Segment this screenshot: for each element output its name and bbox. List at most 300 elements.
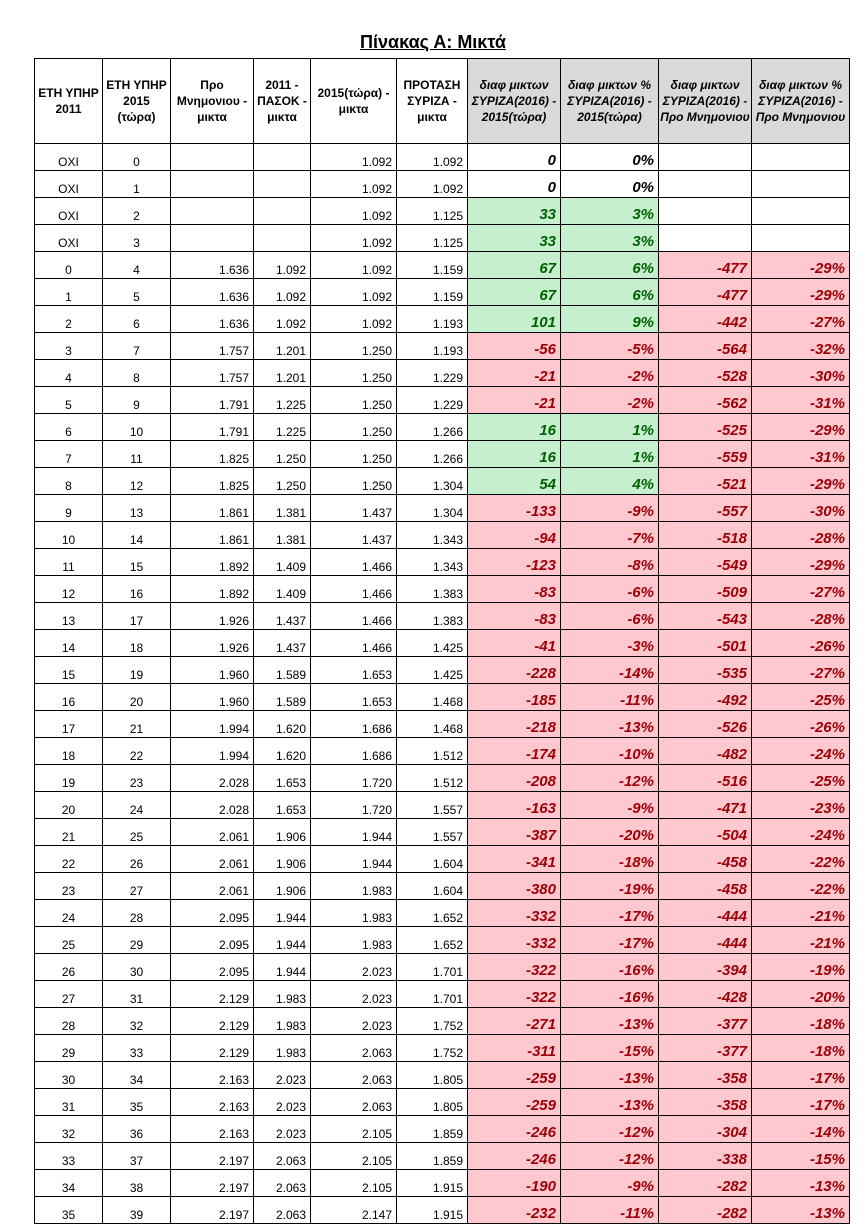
diff-vs-pre-memorandum-cell: -559 bbox=[659, 441, 752, 468]
pre-memorandum-cell bbox=[171, 225, 254, 252]
diff-pct-vs-2015-cell: -3% bbox=[561, 630, 659, 657]
years-2011-cell: 6 bbox=[35, 414, 103, 441]
pre-memorandum-cell: 2.061 bbox=[171, 873, 254, 900]
pasok-2011-cell: 1.409 bbox=[254, 549, 311, 576]
years-2015-cell: 4 bbox=[103, 252, 171, 279]
table-row bbox=[35, 360, 850, 387]
syriza-proposal-cell: 1.512 bbox=[397, 738, 468, 765]
diff-pct-vs-2015-cell: -9% bbox=[561, 792, 659, 819]
years-2011-cell: 16 bbox=[35, 684, 103, 711]
pre-memorandum-cell: 1.791 bbox=[171, 414, 254, 441]
years-2011-cell: 18 bbox=[35, 738, 103, 765]
diff-pct-vs-pre-memorandum-cell: -19% bbox=[752, 954, 850, 981]
syriza-proposal-cell: 1.266 bbox=[397, 414, 468, 441]
syriza-proposal-cell: 1.557 bbox=[397, 819, 468, 846]
diff-vs-pre-memorandum-cell: -525 bbox=[659, 414, 752, 441]
years-2015-cell: 27 bbox=[103, 873, 171, 900]
diff-pct-vs-2015-cell: -13% bbox=[561, 1062, 659, 1089]
diff-vs-2015-cell: -380 bbox=[468, 873, 561, 900]
diff-pct-vs-pre-memorandum-cell: -21% bbox=[752, 927, 850, 954]
table-row bbox=[35, 171, 850, 198]
diff-pct-vs-2015-cell: -7% bbox=[561, 522, 659, 549]
diff-vs-2015-cell: -94 bbox=[468, 522, 561, 549]
now-2015-cell: 1.653 bbox=[311, 657, 397, 684]
years-2011-cell: 9 bbox=[35, 495, 103, 522]
years-2015-cell: 18 bbox=[103, 630, 171, 657]
syriza-proposal-cell: 1.752 bbox=[397, 1035, 468, 1062]
table-row bbox=[35, 441, 850, 468]
diff-pct-vs-2015-cell: -13% bbox=[561, 1008, 659, 1035]
header-years-2015: ΕΤΗ ΥΠΗΡ 2015 (τώρα) bbox=[103, 59, 171, 144]
diff-vs-2015-cell: -259 bbox=[468, 1062, 561, 1089]
pasok-2011-cell: 1.437 bbox=[254, 603, 311, 630]
diff-vs-2015-cell: -341 bbox=[468, 846, 561, 873]
years-2015-cell: 13 bbox=[103, 495, 171, 522]
diff-pct-vs-pre-memorandum-cell: -24% bbox=[752, 738, 850, 765]
pasok-2011-cell: 1.201 bbox=[254, 360, 311, 387]
diff-vs-2015-cell: -41 bbox=[468, 630, 561, 657]
header-diff-pct-vs-2015: διαφ μικτων % ΣΥΡΙΖΑ(2016) - 2015(τώρα) bbox=[561, 59, 659, 144]
diff-pct-vs-pre-memorandum-cell bbox=[752, 198, 850, 225]
diff-vs-pre-memorandum-cell: -549 bbox=[659, 549, 752, 576]
years-2011-cell: 30 bbox=[35, 1062, 103, 1089]
table-row bbox=[35, 1197, 850, 1224]
pasok-2011-cell: 1.983 bbox=[254, 981, 311, 1008]
pasok-2011-cell bbox=[254, 225, 311, 252]
now-2015-cell: 1.250 bbox=[311, 441, 397, 468]
diff-vs-pre-memorandum-cell: -477 bbox=[659, 279, 752, 306]
now-2015-cell: 1.720 bbox=[311, 765, 397, 792]
pre-memorandum-cell: 1.861 bbox=[171, 522, 254, 549]
diff-pct-vs-2015-cell: -13% bbox=[561, 1089, 659, 1116]
pre-memorandum-cell: 1.825 bbox=[171, 468, 254, 495]
header-2015-now: 2015(τώρα) - μικτα bbox=[311, 59, 397, 144]
table-row bbox=[35, 522, 850, 549]
years-2015-cell: 21 bbox=[103, 711, 171, 738]
diff-pct-vs-pre-memorandum-cell: -31% bbox=[752, 441, 850, 468]
years-2015-cell: 0 bbox=[103, 144, 171, 171]
now-2015-cell: 1.437 bbox=[311, 522, 397, 549]
years-2015-cell: 10 bbox=[103, 414, 171, 441]
diff-pct-vs-pre-memorandum-cell: -26% bbox=[752, 711, 850, 738]
table-row bbox=[35, 1035, 850, 1062]
diff-vs-pre-memorandum-cell: -304 bbox=[659, 1116, 752, 1143]
table-row bbox=[35, 819, 850, 846]
diff-pct-vs-pre-memorandum-cell: -30% bbox=[752, 495, 850, 522]
pasok-2011-cell: 1.250 bbox=[254, 468, 311, 495]
pasok-2011-cell: 1.381 bbox=[254, 522, 311, 549]
diff-vs-pre-memorandum-cell: -282 bbox=[659, 1197, 752, 1224]
diff-pct-vs-2015-cell: -2% bbox=[561, 360, 659, 387]
years-2011-cell: 27 bbox=[35, 981, 103, 1008]
syriza-proposal-cell: 1.859 bbox=[397, 1116, 468, 1143]
diff-pct-vs-pre-memorandum-cell: -27% bbox=[752, 576, 850, 603]
diff-vs-2015-cell: 16 bbox=[468, 441, 561, 468]
table-row bbox=[35, 711, 850, 738]
years-2015-cell: 23 bbox=[103, 765, 171, 792]
years-2015-cell: 38 bbox=[103, 1170, 171, 1197]
pre-memorandum-cell bbox=[171, 198, 254, 225]
table-row bbox=[35, 738, 850, 765]
years-2011-cell: 26 bbox=[35, 954, 103, 981]
years-2015-cell: 26 bbox=[103, 846, 171, 873]
syriza-proposal-cell: 1.125 bbox=[397, 225, 468, 252]
years-2015-cell: 14 bbox=[103, 522, 171, 549]
now-2015-cell: 1.092 bbox=[311, 198, 397, 225]
years-2015-cell: 29 bbox=[103, 927, 171, 954]
years-2011-cell: 17 bbox=[35, 711, 103, 738]
years-2015-cell: 34 bbox=[103, 1062, 171, 1089]
syriza-proposal-cell: 1.343 bbox=[397, 522, 468, 549]
table-row bbox=[35, 657, 850, 684]
years-2011-cell: ΟΧΙ bbox=[35, 144, 103, 171]
diff-vs-2015-cell: 16 bbox=[468, 414, 561, 441]
now-2015-cell: 2.063 bbox=[311, 1035, 397, 1062]
years-2015-cell: 8 bbox=[103, 360, 171, 387]
syriza-proposal-cell: 1.193 bbox=[397, 306, 468, 333]
now-2015-cell: 2.063 bbox=[311, 1089, 397, 1116]
years-2011-cell: 24 bbox=[35, 900, 103, 927]
table-row bbox=[35, 603, 850, 630]
now-2015-cell: 1.983 bbox=[311, 873, 397, 900]
diff-pct-vs-2015-cell: -12% bbox=[561, 1143, 659, 1170]
pasok-2011-cell: 1.225 bbox=[254, 387, 311, 414]
diff-pct-vs-pre-memorandum-cell: -20% bbox=[752, 981, 850, 1008]
now-2015-cell: 1.466 bbox=[311, 603, 397, 630]
pasok-2011-cell: 1.092 bbox=[254, 279, 311, 306]
diff-vs-pre-memorandum-cell: -444 bbox=[659, 927, 752, 954]
syriza-proposal-cell: 1.915 bbox=[397, 1197, 468, 1224]
syriza-proposal-cell: 1.304 bbox=[397, 468, 468, 495]
diff-vs-2015-cell: -21 bbox=[468, 360, 561, 387]
diff-vs-pre-memorandum-cell: -518 bbox=[659, 522, 752, 549]
diff-pct-vs-2015-cell: -16% bbox=[561, 954, 659, 981]
pre-memorandum-cell: 1.960 bbox=[171, 657, 254, 684]
diff-pct-vs-2015-cell: -13% bbox=[561, 711, 659, 738]
diff-pct-vs-pre-memorandum-cell: -30% bbox=[752, 360, 850, 387]
now-2015-cell: 1.983 bbox=[311, 900, 397, 927]
table-row bbox=[35, 252, 850, 279]
years-2015-cell: 33 bbox=[103, 1035, 171, 1062]
diff-vs-pre-memorandum-cell: -492 bbox=[659, 684, 752, 711]
diff-vs-pre-memorandum-cell: -526 bbox=[659, 711, 752, 738]
now-2015-cell: 1.250 bbox=[311, 360, 397, 387]
diff-vs-pre-memorandum-cell: -428 bbox=[659, 981, 752, 1008]
years-2011-cell: 4 bbox=[35, 360, 103, 387]
now-2015-cell: 2.063 bbox=[311, 1062, 397, 1089]
years-2015-cell: 19 bbox=[103, 657, 171, 684]
years-2011-cell: 21 bbox=[35, 819, 103, 846]
page-title: Πίνακας Α: Μικτά bbox=[360, 32, 506, 52]
pasok-2011-cell: 2.063 bbox=[254, 1170, 311, 1197]
pasok-2011-cell: 1.983 bbox=[254, 1035, 311, 1062]
pre-memorandum-cell: 1.994 bbox=[171, 711, 254, 738]
pasok-2011-cell: 1.944 bbox=[254, 954, 311, 981]
pasok-2011-cell: 1.653 bbox=[254, 765, 311, 792]
diff-vs-pre-memorandum-cell: -442 bbox=[659, 306, 752, 333]
diff-pct-vs-pre-memorandum-cell: -15% bbox=[752, 1143, 850, 1170]
pre-memorandum-cell: 2.129 bbox=[171, 981, 254, 1008]
pre-memorandum-cell: 2.129 bbox=[171, 1008, 254, 1035]
diff-pct-vs-pre-memorandum-cell: -22% bbox=[752, 846, 850, 873]
pre-memorandum-cell bbox=[171, 171, 254, 198]
syriza-proposal-cell: 1.701 bbox=[397, 954, 468, 981]
diff-pct-vs-pre-memorandum-cell: -29% bbox=[752, 549, 850, 576]
years-2015-cell: 22 bbox=[103, 738, 171, 765]
syriza-proposal-cell: 1.425 bbox=[397, 657, 468, 684]
diff-vs-2015-cell: -133 bbox=[468, 495, 561, 522]
diff-pct-vs-2015-cell: 6% bbox=[561, 279, 659, 306]
header-years-2011: ΕΤΗ ΥΠΗΡ 2011 bbox=[35, 59, 103, 144]
years-2015-cell: 30 bbox=[103, 954, 171, 981]
diff-vs-pre-memorandum-cell: -557 bbox=[659, 495, 752, 522]
pasok-2011-cell bbox=[254, 144, 311, 171]
diff-pct-vs-pre-memorandum-cell: -14% bbox=[752, 1116, 850, 1143]
now-2015-cell: 1.092 bbox=[311, 171, 397, 198]
years-2015-cell: 6 bbox=[103, 306, 171, 333]
years-2015-cell: 32 bbox=[103, 1008, 171, 1035]
years-2015-cell: 20 bbox=[103, 684, 171, 711]
now-2015-cell: 1.092 bbox=[311, 306, 397, 333]
diff-vs-pre-memorandum-cell: -458 bbox=[659, 873, 752, 900]
table-row bbox=[35, 900, 850, 927]
diff-vs-pre-memorandum-cell: -509 bbox=[659, 576, 752, 603]
table-row bbox=[35, 1170, 850, 1197]
syriza-proposal-cell: 1.652 bbox=[397, 927, 468, 954]
pasok-2011-cell: 1.983 bbox=[254, 1008, 311, 1035]
now-2015-cell: 1.466 bbox=[311, 549, 397, 576]
syriza-proposal-cell: 1.193 bbox=[397, 333, 468, 360]
years-2011-cell: 15 bbox=[35, 657, 103, 684]
diff-vs-2015-cell: -218 bbox=[468, 711, 561, 738]
years-2011-cell: ΟΧΙ bbox=[35, 225, 103, 252]
diff-pct-vs-2015-cell: -5% bbox=[561, 333, 659, 360]
now-2015-cell: 1.466 bbox=[311, 576, 397, 603]
pre-memorandum-cell: 2.197 bbox=[171, 1170, 254, 1197]
years-2015-cell: 24 bbox=[103, 792, 171, 819]
pre-memorandum-cell: 1.960 bbox=[171, 684, 254, 711]
now-2015-cell: 1.092 bbox=[311, 279, 397, 306]
syriza-proposal-cell: 1.468 bbox=[397, 711, 468, 738]
table-row bbox=[35, 765, 850, 792]
syriza-proposal-cell: 1.092 bbox=[397, 144, 468, 171]
pre-memorandum-cell: 2.095 bbox=[171, 927, 254, 954]
header-2011-pasok: 2011 - ΠΑΣΟΚ - μικτα bbox=[254, 59, 311, 144]
diff-vs-pre-memorandum-cell: -394 bbox=[659, 954, 752, 981]
years-2011-cell: 22 bbox=[35, 846, 103, 873]
now-2015-cell: 1.250 bbox=[311, 414, 397, 441]
years-2011-cell: ΟΧΙ bbox=[35, 171, 103, 198]
diff-vs-2015-cell: 0 bbox=[468, 171, 561, 198]
table-row bbox=[35, 576, 850, 603]
diff-vs-2015-cell: -311 bbox=[468, 1035, 561, 1062]
now-2015-cell: 1.653 bbox=[311, 684, 397, 711]
syriza-proposal-cell: 1.859 bbox=[397, 1143, 468, 1170]
years-2011-cell: 3 bbox=[35, 333, 103, 360]
diff-pct-vs-2015-cell: -6% bbox=[561, 603, 659, 630]
diff-vs-2015-cell: 67 bbox=[468, 279, 561, 306]
years-2015-cell: 36 bbox=[103, 1116, 171, 1143]
pre-memorandum-cell: 2.163 bbox=[171, 1116, 254, 1143]
pre-memorandum-cell: 1.825 bbox=[171, 441, 254, 468]
now-2015-cell: 1.686 bbox=[311, 738, 397, 765]
pasok-2011-cell: 1.250 bbox=[254, 441, 311, 468]
table-row bbox=[35, 1116, 850, 1143]
diff-pct-vs-pre-memorandum-cell: -29% bbox=[752, 414, 850, 441]
years-2011-cell: 23 bbox=[35, 873, 103, 900]
years-2015-cell: 3 bbox=[103, 225, 171, 252]
pre-memorandum-cell: 2.197 bbox=[171, 1143, 254, 1170]
diff-vs-2015-cell: 67 bbox=[468, 252, 561, 279]
table-row bbox=[35, 981, 850, 1008]
syriza-proposal-cell: 1.805 bbox=[397, 1089, 468, 1116]
syriza-proposal-cell: 1.383 bbox=[397, 576, 468, 603]
table-row bbox=[35, 495, 850, 522]
syriza-proposal-cell: 1.383 bbox=[397, 603, 468, 630]
diff-vs-2015-cell: -332 bbox=[468, 927, 561, 954]
years-2011-cell: 25 bbox=[35, 927, 103, 954]
diff-pct-vs-2015-cell: -11% bbox=[561, 684, 659, 711]
diff-pct-vs-2015-cell: 1% bbox=[561, 414, 659, 441]
diff-vs-pre-memorandum-cell: -543 bbox=[659, 603, 752, 630]
years-2015-cell: 5 bbox=[103, 279, 171, 306]
diff-pct-vs-2015-cell: 4% bbox=[561, 468, 659, 495]
syriza-proposal-cell: 1.604 bbox=[397, 873, 468, 900]
syriza-proposal-cell: 1.752 bbox=[397, 1008, 468, 1035]
diff-vs-pre-memorandum-cell bbox=[659, 144, 752, 171]
years-2015-cell: 15 bbox=[103, 549, 171, 576]
diff-vs-2015-cell: -322 bbox=[468, 981, 561, 1008]
table-row bbox=[35, 1008, 850, 1035]
now-2015-cell: 1.250 bbox=[311, 387, 397, 414]
diff-pct-vs-pre-memorandum-cell: -18% bbox=[752, 1035, 850, 1062]
diff-pct-vs-pre-memorandum-cell: -26% bbox=[752, 630, 850, 657]
syriza-proposal-cell: 1.343 bbox=[397, 549, 468, 576]
syriza-proposal-cell: 1.425 bbox=[397, 630, 468, 657]
years-2011-cell: 1 bbox=[35, 279, 103, 306]
diff-pct-vs-2015-cell: -9% bbox=[561, 495, 659, 522]
pre-memorandum-cell: 1.636 bbox=[171, 252, 254, 279]
diff-vs-2015-cell: 54 bbox=[468, 468, 561, 495]
syriza-proposal-cell: 1.512 bbox=[397, 765, 468, 792]
now-2015-cell: 2.023 bbox=[311, 954, 397, 981]
pasok-2011-cell: 1.409 bbox=[254, 576, 311, 603]
diff-pct-vs-2015-cell: -6% bbox=[561, 576, 659, 603]
diff-pct-vs-2015-cell: 9% bbox=[561, 306, 659, 333]
diff-vs-pre-memorandum-cell: -377 bbox=[659, 1035, 752, 1062]
diff-pct-vs-pre-memorandum-cell: -13% bbox=[752, 1197, 850, 1224]
table-row bbox=[35, 1089, 850, 1116]
diff-vs-pre-memorandum-cell: -501 bbox=[659, 630, 752, 657]
diff-vs-2015-cell: 0 bbox=[468, 144, 561, 171]
table-row bbox=[35, 414, 850, 441]
diff-pct-vs-pre-memorandum-cell: -22% bbox=[752, 873, 850, 900]
table-row bbox=[35, 954, 850, 981]
pre-memorandum-cell: 2.061 bbox=[171, 819, 254, 846]
diff-pct-vs-2015-cell: -19% bbox=[561, 873, 659, 900]
diff-vs-2015-cell: -174 bbox=[468, 738, 561, 765]
header-syriza-proposal: ΠΡΟΤΑΣΗ ΣΥΡΙΖΑ - μικτα bbox=[397, 59, 468, 144]
pre-memorandum-cell: 2.028 bbox=[171, 792, 254, 819]
header-diff-vs-2015: διαφ μικτων ΣΥΡΙΖΑ(2016) - 2015(τώρα) bbox=[468, 59, 561, 144]
diff-vs-2015-cell: -208 bbox=[468, 765, 561, 792]
years-2015-cell: 37 bbox=[103, 1143, 171, 1170]
now-2015-cell: 1.250 bbox=[311, 468, 397, 495]
syriza-proposal-cell: 1.557 bbox=[397, 792, 468, 819]
diff-vs-2015-cell: -190 bbox=[468, 1170, 561, 1197]
years-2011-cell: 29 bbox=[35, 1035, 103, 1062]
table-row bbox=[35, 927, 850, 954]
diff-vs-pre-memorandum-cell: -471 bbox=[659, 792, 752, 819]
header-diff-vs-pre-memorandum: διαφ μικτων ΣΥΡΙΖΑ(2016) - Προ Μνημονιου bbox=[659, 59, 752, 144]
pre-memorandum-cell: 1.892 bbox=[171, 576, 254, 603]
diff-vs-2015-cell: -83 bbox=[468, 603, 561, 630]
years-2011-cell: 7 bbox=[35, 441, 103, 468]
pasok-2011-cell: 1.944 bbox=[254, 927, 311, 954]
pasok-2011-cell: 1.201 bbox=[254, 333, 311, 360]
diff-vs-2015-cell: -83 bbox=[468, 576, 561, 603]
diff-pct-vs-2015-cell: 0% bbox=[561, 171, 659, 198]
table-body bbox=[35, 144, 850, 1224]
now-2015-cell: 1.686 bbox=[311, 711, 397, 738]
pre-memorandum-cell: 1.757 bbox=[171, 360, 254, 387]
diff-pct-vs-pre-memorandum-cell: -25% bbox=[752, 684, 850, 711]
diff-pct-vs-pre-memorandum-cell bbox=[752, 225, 850, 252]
years-2011-cell: 14 bbox=[35, 630, 103, 657]
syriza-proposal-cell: 1.125 bbox=[397, 198, 468, 225]
table-row bbox=[35, 387, 850, 414]
now-2015-cell: 2.105 bbox=[311, 1116, 397, 1143]
header-pre-memorandum: Προ Μνημονιου - μικτα bbox=[171, 59, 254, 144]
diff-pct-vs-2015-cell: -11% bbox=[561, 1197, 659, 1224]
years-2011-cell: 31 bbox=[35, 1089, 103, 1116]
header-diff-pct-vs-pre-memorandum: διαφ μικτων % ΣΥΡΙΖΑ(2016) - Προ Μνημονιου bbox=[752, 59, 850, 144]
table-row bbox=[35, 279, 850, 306]
pasok-2011-cell: 1.589 bbox=[254, 684, 311, 711]
diff-pct-vs-2015-cell: -18% bbox=[561, 846, 659, 873]
pre-memorandum-cell: 1.757 bbox=[171, 333, 254, 360]
table-row bbox=[35, 846, 850, 873]
diff-vs-pre-memorandum-cell: -338 bbox=[659, 1143, 752, 1170]
diff-vs-pre-memorandum-cell: -528 bbox=[659, 360, 752, 387]
table-row bbox=[35, 684, 850, 711]
syriza-proposal-cell: 1.159 bbox=[397, 252, 468, 279]
diff-vs-2015-cell: -246 bbox=[468, 1143, 561, 1170]
diff-vs-2015-cell: 101 bbox=[468, 306, 561, 333]
diff-vs-pre-memorandum-cell bbox=[659, 171, 752, 198]
pasok-2011-cell: 1.906 bbox=[254, 819, 311, 846]
years-2011-cell: 34 bbox=[35, 1170, 103, 1197]
pre-memorandum-cell: 1.892 bbox=[171, 549, 254, 576]
now-2015-cell: 1.466 bbox=[311, 630, 397, 657]
diff-pct-vs-pre-memorandum-cell: -27% bbox=[752, 306, 850, 333]
pasok-2011-cell: 2.063 bbox=[254, 1143, 311, 1170]
now-2015-cell: 1.092 bbox=[311, 252, 397, 279]
diff-vs-2015-cell: 33 bbox=[468, 225, 561, 252]
table-row bbox=[35, 333, 850, 360]
pre-memorandum-cell: 1.636 bbox=[171, 306, 254, 333]
years-2011-cell: 8 bbox=[35, 468, 103, 495]
pre-memorandum-cell bbox=[171, 144, 254, 171]
years-2011-cell: 33 bbox=[35, 1143, 103, 1170]
diff-vs-2015-cell: -123 bbox=[468, 549, 561, 576]
diff-vs-2015-cell: -185 bbox=[468, 684, 561, 711]
diff-pct-vs-pre-memorandum-cell: -31% bbox=[752, 387, 850, 414]
pre-memorandum-cell: 1.926 bbox=[171, 630, 254, 657]
diff-pct-vs-pre-memorandum-cell: -17% bbox=[752, 1062, 850, 1089]
syriza-proposal-cell: 1.229 bbox=[397, 387, 468, 414]
diff-pct-vs-pre-memorandum-cell: -29% bbox=[752, 468, 850, 495]
